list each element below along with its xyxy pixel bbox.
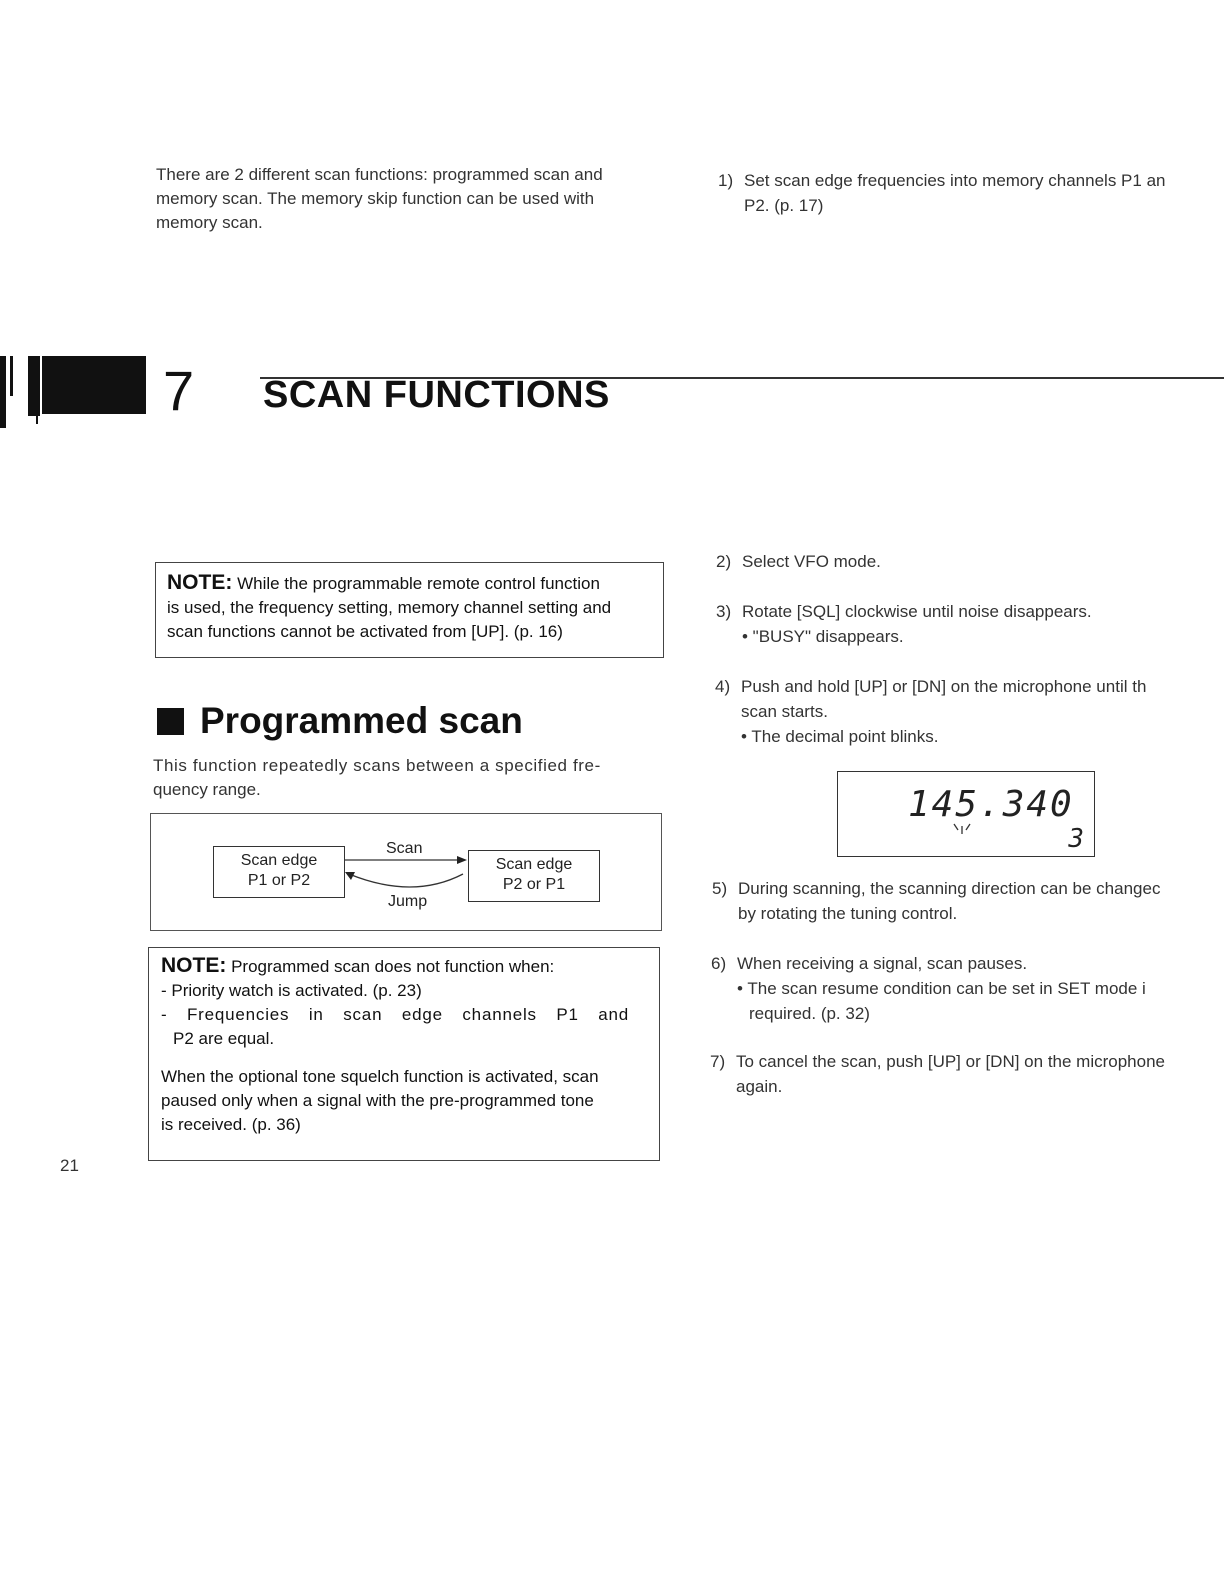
lcd-channel: 3 (1068, 824, 1084, 854)
chapter-title: SCAN FUNCTIONS (263, 374, 610, 416)
jump-label: Jump (388, 893, 428, 910)
scan-edge-box-right: Scan edge P2 or P1 (468, 850, 600, 902)
blinking-dot-icon (950, 820, 974, 836)
note-bullet: - Priority watch is activated. (p. 23) (161, 981, 422, 1000)
section-title: Programmed scan (157, 700, 523, 742)
intro-line: memory scan. (156, 213, 263, 232)
lcd-frequency: 145.340 (908, 784, 1074, 825)
step-3: 3) Rotate [SQL] clockwise until noise disappears. • "BUSY" disappears. (716, 602, 1092, 646)
page-number: 21 (60, 1156, 79, 1175)
chapter-number: 7 (163, 359, 195, 422)
description-line: This function repeatedly scans between a specified fre- (153, 756, 601, 775)
lcd-display (837, 771, 1095, 857)
note-line: scan functions cannot be activated from [UP]. (p. 16) (167, 622, 563, 641)
section-description (153, 754, 673, 802)
section-bullet-icon (157, 708, 184, 735)
note-label: NOTE: (167, 571, 233, 594)
step-6: 6) When receiving a signal, scan pauses. • The scan resume condition can be set in SET mode i required. (p. 32) (711, 954, 1146, 1023)
scan-arrows (343, 852, 469, 896)
scan-label: Scan (386, 840, 423, 857)
note-line: is used, the frequency setting, memory channel setting and (167, 598, 612, 617)
note-box-remote-control (155, 562, 664, 658)
step-1: 1) Set scan edge frequencies into memory channels P1 an P2. (p. 17) (718, 171, 1166, 215)
scan-edge-box-left: Scan edge P1 or P2 (213, 846, 345, 898)
note-line: paused only when a signal with the pre-programmed tone (161, 1091, 594, 1110)
intro-line: memory scan. The memory skip function can be used with (156, 189, 595, 208)
step-4: 4) Push and hold [UP] or [DN] on the microphone until th scan starts. • The decimal point blinks. (715, 677, 1147, 746)
note-bullet: P2 are equal. (173, 1029, 275, 1048)
note-line: While the programmable remote control function (237, 574, 600, 593)
step-7: 7) To cancel the scan, push [UP] or [DN] on the microphone again. (710, 1052, 1166, 1096)
note-box-programmed-scan (148, 947, 660, 1161)
note-line: Programmed scan does not function when: (231, 957, 555, 976)
note-label: NOTE: (161, 954, 227, 977)
intro-line: There are 2 different scan functions: programmed scan and (156, 165, 603, 184)
note-bullet: - Frequencies in scan edge channels P1 and (161, 1005, 630, 1024)
step-5: 5) During scanning, the scanning direction can be changec by rotating the tuning control. (712, 879, 1161, 923)
arrow-head-icon (457, 856, 467, 864)
note-line: is received. (p. 36) (161, 1115, 301, 1134)
step-2: 2) Select VFO mode. (716, 552, 881, 571)
note-line: When the optional tone squelch function is activated, scan (161, 1067, 599, 1086)
description-line: quency range. (153, 780, 261, 799)
intro-paragraph (156, 163, 676, 235)
